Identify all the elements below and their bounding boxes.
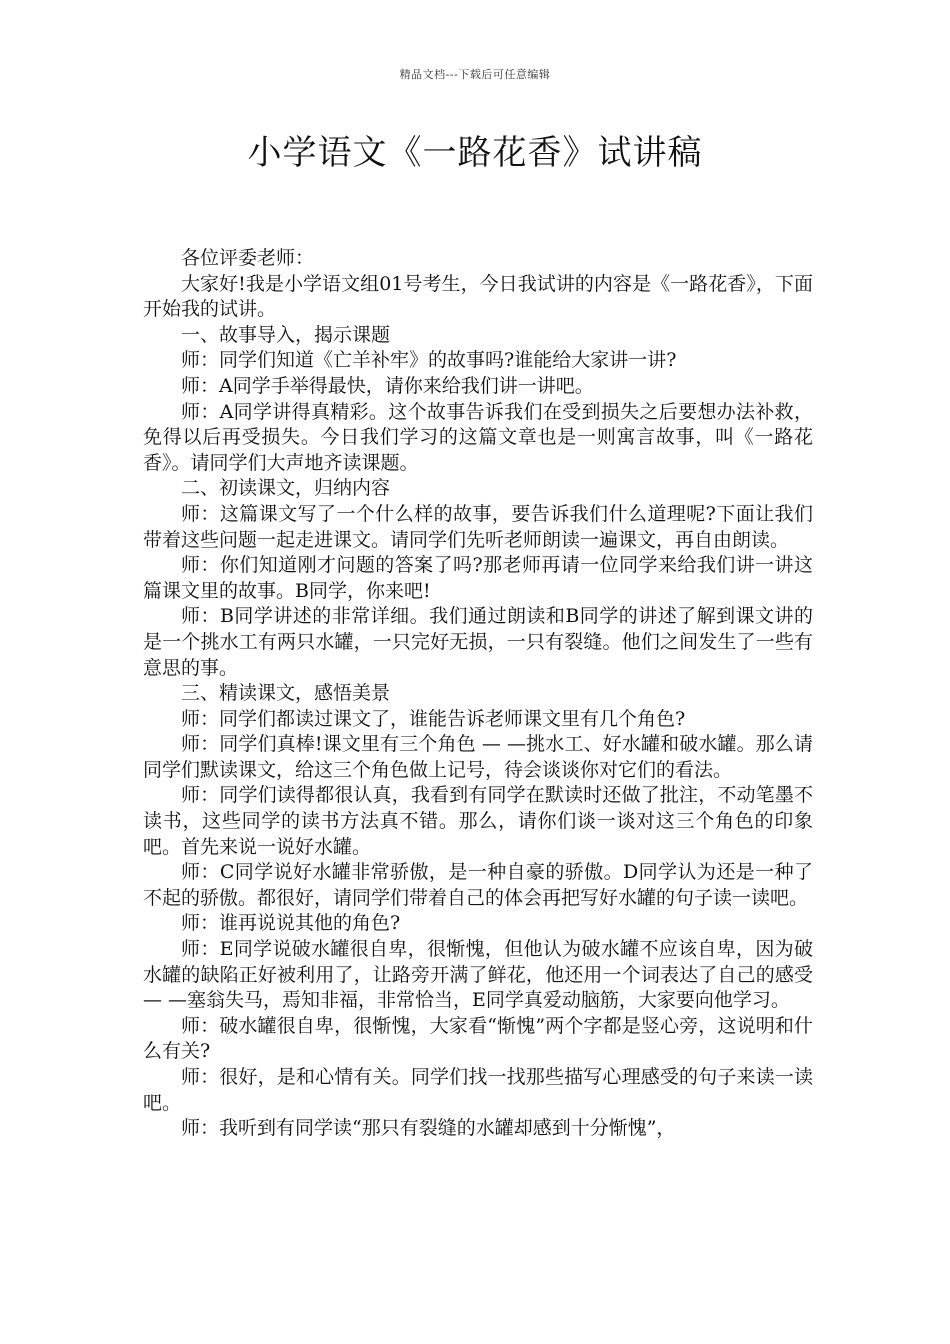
- paragraph: 师：C同学说好水罐非常骄傲，是一种自豪的骄傲。D同学认为还是一种了不起的骄傲。都很好，请同学们带着自己的体会再把写好水罐的句子读一读吧。: [143, 861, 813, 909]
- section-heading: 二、初读课文，归纳内容: [181, 477, 391, 500]
- paragraph: 各位评委老师：: [181, 247, 315, 269]
- section-heading: 一、故事导入，揭示课题: [181, 323, 391, 346]
- paragraph: 师：E同学说破水罐很自卑，很惭愧，但他认为破水罐不应该自卑，因为破水罐的缺陷正好被利用了，让路旁开满了鲜花，他还用一个词表达了自己的感受 — —塞翁失马，焉知非福，非常恰当，E同学真爱动脑筋，大家要向他学习。: [143, 938, 813, 1012]
- paragraph: 师：破水罐很自卑，很惭愧，大家看“惭愧”两个字都是竖心旁，这说明和什么有关?: [143, 1014, 813, 1063]
- document-body: [143, 246, 813, 1142]
- paragraph: 师：A同学手举得最快，请你来给我们讲一讲吧。: [181, 374, 594, 397]
- paragraph: 大家好!我是小学语文组01号考生，今日我试讲的内容是《一路花香》，下面开始我的试讲。: [143, 272, 813, 321]
- paragraph: 师：A同学讲得真精彩。这个故事告诉我们在受到损失之后要想办法补救，免得以后再受损失。今日我们学习的这篇文章也是一则寓言故事，叫《一路花香》。请同学们大声地齐读课题。: [143, 400, 813, 474]
- paragraph: 师：谁再说说其他的角色?: [181, 912, 401, 935]
- paragraph: 师：我听到有同学读“那只有裂缝的水罐却感到十分惭愧”，: [181, 1117, 676, 1140]
- paragraph: 师：你们知道刚才问题的答案了吗?那老师再请一位同学来给我们讲一讲这篇课文里的故事。B同学，你来吧!: [143, 554, 813, 602]
- paragraph: 师：这篇课文写了一个什么样的故事，要告诉我们什么道理呢?下面让我们带着这些问题一起走进课文。请同学们先听老师朗读一遍课文，再自由朗读。: [143, 502, 813, 551]
- section-heading: 三、精读课文，感悟美景: [181, 682, 391, 705]
- page-title: 小学语文《一路花香》试讲稿: [247, 133, 703, 173]
- header-note: 精品文档---下载后可任意编辑: [399, 68, 551, 81]
- paragraph: 师：B同学讲述的非常详细。我们通过朗读和B同学的讲述了解到课文讲的是一个挑水工有两只水罐，一只完好无损，一只有裂缝。他们之间发生了一些有意思的事。: [143, 605, 813, 679]
- paragraph: 师：同学们都读过课文了，谁能告诉老师课文里有几个角色?: [181, 707, 686, 730]
- paragraph: 师：很好，是和心情有关。同学们找一找那些描写心理感受的句子来读一读吧。: [143, 1066, 813, 1114]
- paragraph: 师：同学们知道《亡羊补牢》的故事吗?谁能给大家讲一讲?: [181, 349, 677, 372]
- paragraph: 师：同学们真棒!课文里有三个角色 — —挑水工、好水罐和破水罐。那么请同学们默读课文，给这三个角色做上记号，待会谈谈你对它们的看法。: [143, 733, 813, 781]
- paragraph: 师：同学们读得都很认真，我看到有同学在默读时还做了批注，不动笔墨不读书，这些同学的读书方法真不错。那么，请你们谈一谈对这三个角色的印象吧。首先来说一说好水罐。: [143, 784, 813, 858]
